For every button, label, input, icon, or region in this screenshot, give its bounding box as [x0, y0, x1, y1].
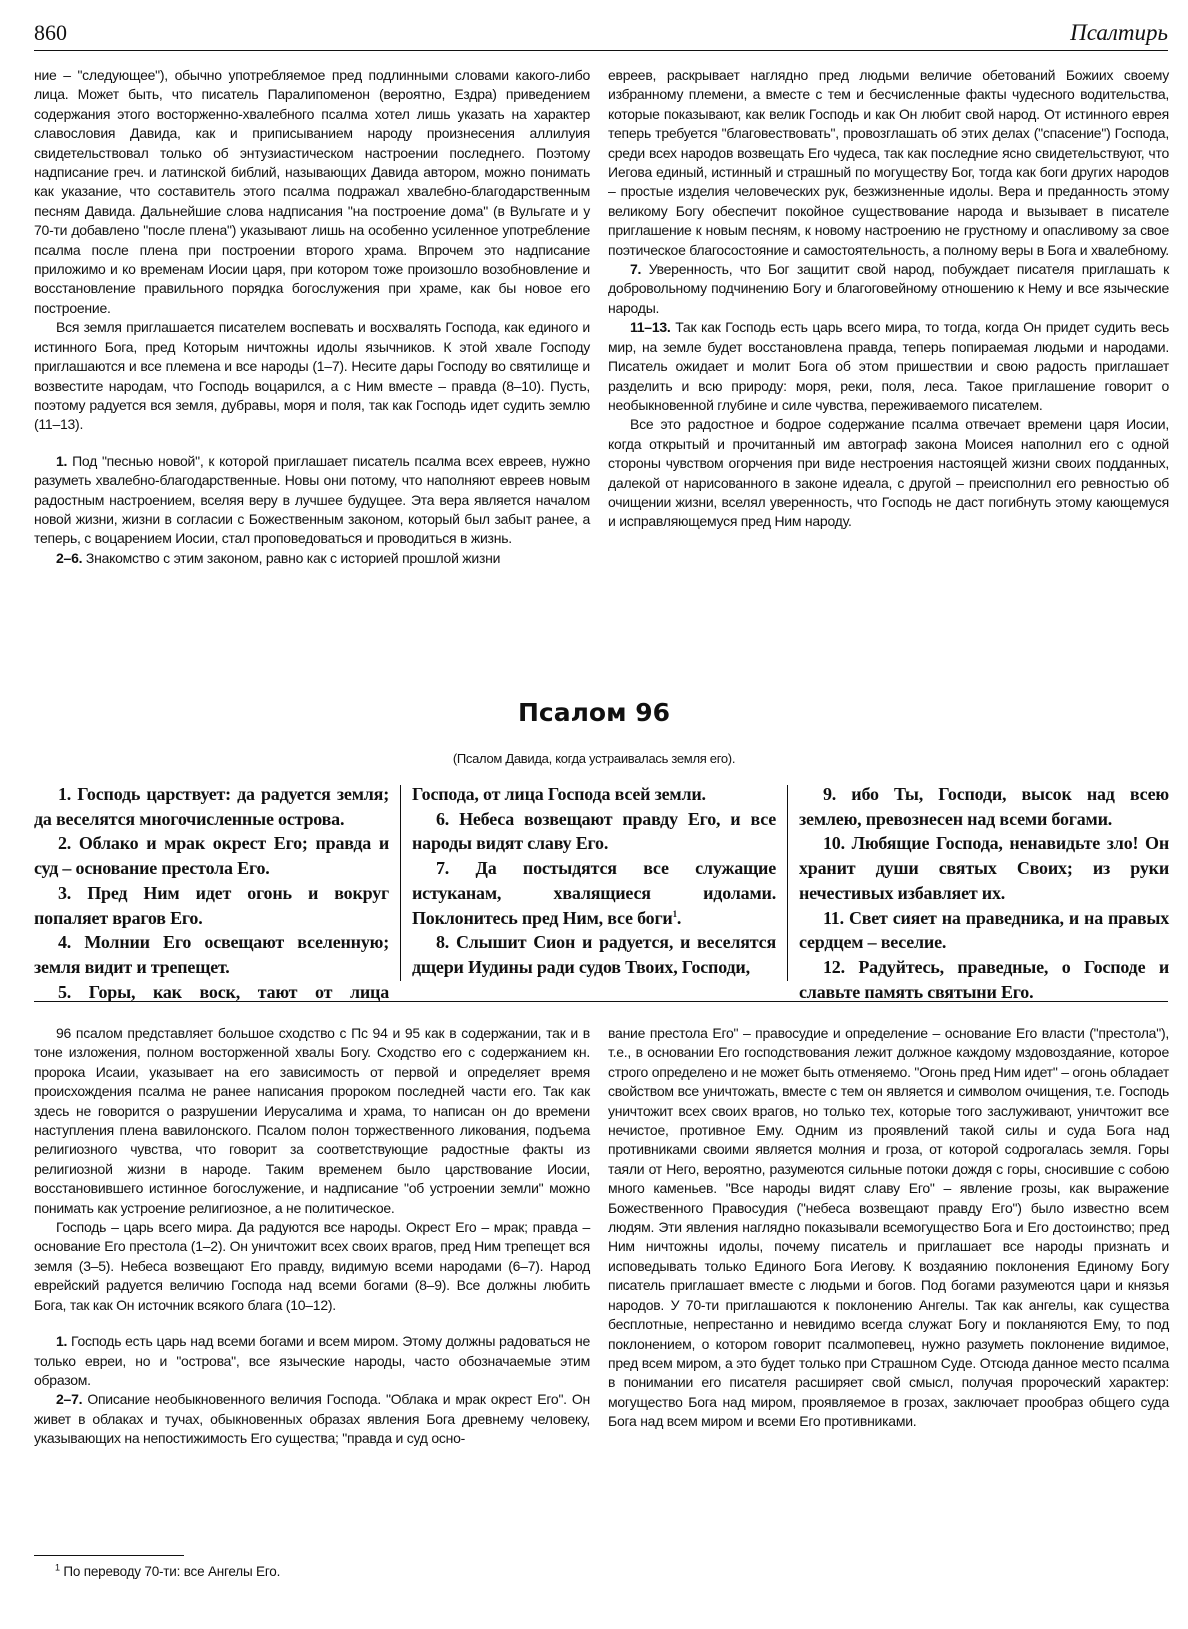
running-title: Псалтирь [1070, 20, 1168, 45]
verse-text: 7. Да постыдятся все служащие истуканам, хвалящиеся идолами. Поклонитесь пред Ним, все боги [412, 858, 776, 928]
paragraph: 1. Под "песнью новой", к которой приглашает писатель псалма всех евреев, нужно разуметь хвалебно-благодарственные. Новы они потому, что наполняют евреев новым радостным настроением, вселяя веру в лучшее будущее. Эта вера является началом новой жизни, жизни в согласии с Божественным законом, который был забыт ранее, а теперь, с воцарением Иосии, стал проповедоваться и проводиться в жизнь. [34, 452, 590, 547]
psalm-verses-col-1 [34, 782, 389, 1004]
footnote-text: По переводу 70-ти: все Ангелы Его. [63, 1564, 281, 1579]
paragraph: 96 псалом представляет большое сходство с Пс 94 и 95 как в содержании, так и в тоне изложения, полном восторженной хвалы Богу. Сходство его с содержанием кн. пророка Исаии, указывает на его зависимость от первой и определяет время происхождения псалма не ранее написания пророком последней части его. Так как здесь не говорится о разрушении Иерусалима и храма, то написан он до времени наступления плена вавилонского. Псалом полон торжественного ликования, подъема религиозного чувства, что говорит за соответствующие радостные факты из религиозной жизни в народе. Таким временем было царствование Иосии, восстановившего истинное богослужение, и надписание "об устроении земли" можно понимать как устроение религиозное, а не политическое. [34, 1025, 590, 1216]
verse: 3. Пред Ним идет огонь и вокруг попаляет врагов Его. [34, 882, 389, 928]
paragraph: 1. Господь есть царь над всеми богами и всем миром. Этому должны радоваться не только евреи, но и "острова", все языческие народы, часто обозначаемые этим образом. [34, 1333, 590, 1388]
verse: 1. Господь царствует: да радуется земля; да веселятся многочисленные острова. [34, 784, 389, 829]
psalm-title: Псалом 96 [517, 698, 671, 727]
psalm-verses-col-2 [412, 782, 776, 980]
verse-reference: 11–13. [630, 319, 671, 336]
footnote-divider [34, 1555, 184, 1556]
verse: 9. ибо Ты, Господи, высок над всею землею, превознесен над всеми богами. [799, 784, 1169, 829]
paragraph: 11–13. Так как Господь есть царь всего мира, то тогда, когда Он придет судить весь мир, на земле будет восстановлена правда, теперь попираемая людьми и народами. Писатель ожидает и молит Бога об этом пришествии и свою радость приглашает разделить и всю природу: моря, реки, поля, леса. Такое приглашение говорит о необыкновенной глубине и силе чувства, переживаемого писателем. [608, 319, 1169, 413]
verse: 12. Радуйтесь, праведные, о Господе и славьте память святыни Его. [799, 956, 1169, 1002]
paragraph: 2–6. Знакомство с этим законом, равно как с историей прошлой жизни [56, 549, 501, 566]
psalm-verses-col-3 [799, 782, 1169, 1004]
footnote-ref: 1 [672, 908, 677, 919]
paragraph: 7. Уверенность, что Бог защитит свой народ, побуждает писателя приглашать к добровольному подчинению Богу и благоговейному отношению к Нему и все языческие народы. [608, 261, 1169, 316]
verse-reference: 1. [56, 1333, 68, 1350]
verse: 7. Да постыдятся все служащие истуканам, хвалящиеся идолами. Поклонитесь пред Ним, все боги$^1$. [412, 858, 776, 928]
paragraph: Господь – царь всего мира. Да радуются все народы. Окрест Его – мрак; правда – основание Его престола (1–2). Он уничтожит всех своих врагов, пред Ним трепещет вся земля (3–5). Небеса возвещают Его правду, видимую всеми народами (6–7). Народ еврейский радуется величию Господа над всеми богами (8–9). Все должны любить Бога, так как Он источник всякого блага (10–12). [34, 1219, 590, 1313]
commentary-bottom-right [608, 1024, 1169, 1432]
paragraph: вание престола Его" – правосудие и определение – основание Его власти ("престола"), т.е., в основании Его господствования лежит должное каждому мздовоздаяние, которое строго определено и не может быть отменяемо. "Огонь пред Ним идет" – огонь обладает свойством все уничтожать, вместе с тем он является и символом очищения, т.е. Господь уничтожит всех своих врагов, но только тех, которые того заслуживают, уничтожит все нечистое, противное Ему. Одним из проявлений такой силы и суда Бога над противниками своими является молния и гроза, от которой содрогалась земля. Горы таяли от Него, вероятно, разумеются сильные потоки дождя с горы, сносившие с собою много каменьев. "Все народы видят славу Его" – явление грозы, как выражение Божественного Правосудия ("небеса возвещают правду Его") было известно всем людям. Эти явления наглядно показывали всемогущество Бога и Его достоинство; пред Ним ничтожны идолы, почему писатель и приглашает все народы признать и исповедывать только Единого Бога Иегову. К воздаянию поклонения Единому Богу писатель приглашает вместе с людьми и богов. Под богами разумеются цари и князья народов. У 70-ти приглашаются к поклонению Ангелы. Так как ангелы, как существа бесплотные, непрестанно и невидимо всегда служат Богу и покланяются Ему, то под поклонением, о котором говорит псалмопевец, нужно разуметь поклонение видимое, пред всем миром, а это будет только при Страшном Суде. Отсюда данное место псалма в понимании его писателя расширяет свой смысл, получая пророческий характер: могущество Бога над миром, проявляемое в грозах, заключает прообраз общего суда Бога над всем миром и всеми Его противниками. [608, 1025, 1169, 1430]
verse: 11. Свет сияет на праведника, и на правых сердцем – веселие. [799, 907, 1169, 953]
verse: 5. Горы, как воск, тают от лица [58, 981, 389, 1002]
page-number: 860 [34, 20, 67, 45]
verse-reference: 2–6. [56, 549, 83, 566]
paragraph: 2–7. Описание необыкновенного величия Господа. "Облака и мрак окрест Его". Он живет в облаках и тучах, обыкновенных образах явления Бога древнему человеку, указывающих на непостижимость Его существа; "правда и суд осно- [34, 1391, 590, 1447]
verse: 6. Небеса возвещают правду Его, и все народы видят славу Его. [412, 808, 776, 854]
verse: 2. Облако и мрак окрест Его; правда и суд – основание престола Его. [34, 833, 389, 879]
verse-reference: 2–7. [56, 1391, 83, 1408]
paragraph: ние – "следующее"), обычно употребляемое пред подлинными словами какого-либо лица. Может быть, что писатель Паралипоменон (вероятно, Ездра) приведением содержания этого восторженно-хвалебного псалма хотел лишь указать на характер славословия Давида, как и приписыванием народу произнесения аллилуия свидетельствовал только об энтузиастическом настроении последнего. Поэтому надписание греч. и латинской библий, называющих Давида автором, можно понимать как указание, что составитель этого псалма подражал хвалебно-благодарственным песням Давида. Дальнейшие слова надписания "на построение дома" (в Вульгате и у 70-ти добавлено "после плена") указывают лишь на особенно усиленное употребление псалма после плена при построении второго храма. Впрочем это надписание приложимо и ко временам Иосии царя, при котором тоже произошло возобновление и восстановление правильного порядка богослужения при храме, как бы новое его построение. [34, 67, 590, 316]
commentary-top-left [34, 66, 590, 568]
verse-reference: 7. [630, 261, 642, 278]
column-divider [787, 785, 788, 981]
verse: 8. Слышит Сион и радуется, и веселятся дщери Иудины ради судов Твоих, Господи, [412, 932, 776, 977]
footnote-marker: 1 [55, 1562, 60, 1573]
psalm-superscription: (Псалом Давида, когда устраивалась земля его). [452, 751, 736, 766]
verse-reference: 1. [56, 452, 68, 469]
verse: 4. Молнии Его освещают вселенную; земля видит и трепещет. [34, 932, 389, 977]
paragraph: евреев, раскрывает наглядно пред людьми величие обетований Божиих своему избранному племени, а вместе с тем и бесчисленные факты чудесного водительства, которые показывают, как велик Господь и как Он любит свой народ. От истинного еврея теперь требуется "благовествовать", провозглашать об этих делах ("спасение") Господа, среди всех народов возвещать Его чудеса, так как последние ясно свидетельствуют, что Иегова единый, истинный и страшный по могуществу Бог, тогда как боги других народов – простые изделия человеческих рук, безжизненные идолы. Вера и преданность этому великому Богу обеспечит покойное существование народа и вызывает в писателе приглашение к новым песням, к новому настроению не грустному и опасливому за свое поэтическое благосостояние и самостоятельность, а полному веры в Бога и хвалебному. [608, 67, 1169, 258]
verse: Господа, от лица Господа всей земли. [412, 784, 706, 804]
page-header [34, 14, 1168, 51]
verse: 10. Любящие Господа, ненавидьте зло! Он хранит души святых Своих; из руки нечестивых избавляет их. [799, 833, 1169, 903]
column-divider [400, 785, 401, 981]
commentary-top-right [608, 66, 1169, 532]
paragraph: Все это радостное и бодрое содержание псалма отвечает времени царя Иосии, когда открытый и прочитанный им автограф закона Моисея наполнил его с одной стороны чувством огорчения при виде нестроения настоящей жизни своих подданных, далекой от нарисованного в законе идеала, с другой – преисполнил его ревностью об очищении жизни, вселял уверенность, что Господь не даст погибнуть этому кающемуся и исправляющемуся пред Ним народу. [608, 416, 1169, 530]
footnote [55, 1564, 280, 1579]
section-divider [34, 1001, 1168, 1002]
commentary-bottom-left [34, 1024, 590, 1449]
paragraph: Вся земля приглашается писателем воспевать и восхвалять Господа, как единого и истинного Бога, пред Которым ничтожны идолы язычников. К этой хвале Господу приглашаются и все племена и все народы (1–7). Несите дары Господу во святилище и возвестите народам, что Господь воцарился, а с Ним вместе – правда (8–10). Пусть, поэтому радуется вся земля, дубравы, моря и поля, так как Господь идет судить землю (11–13). [34, 319, 590, 433]
